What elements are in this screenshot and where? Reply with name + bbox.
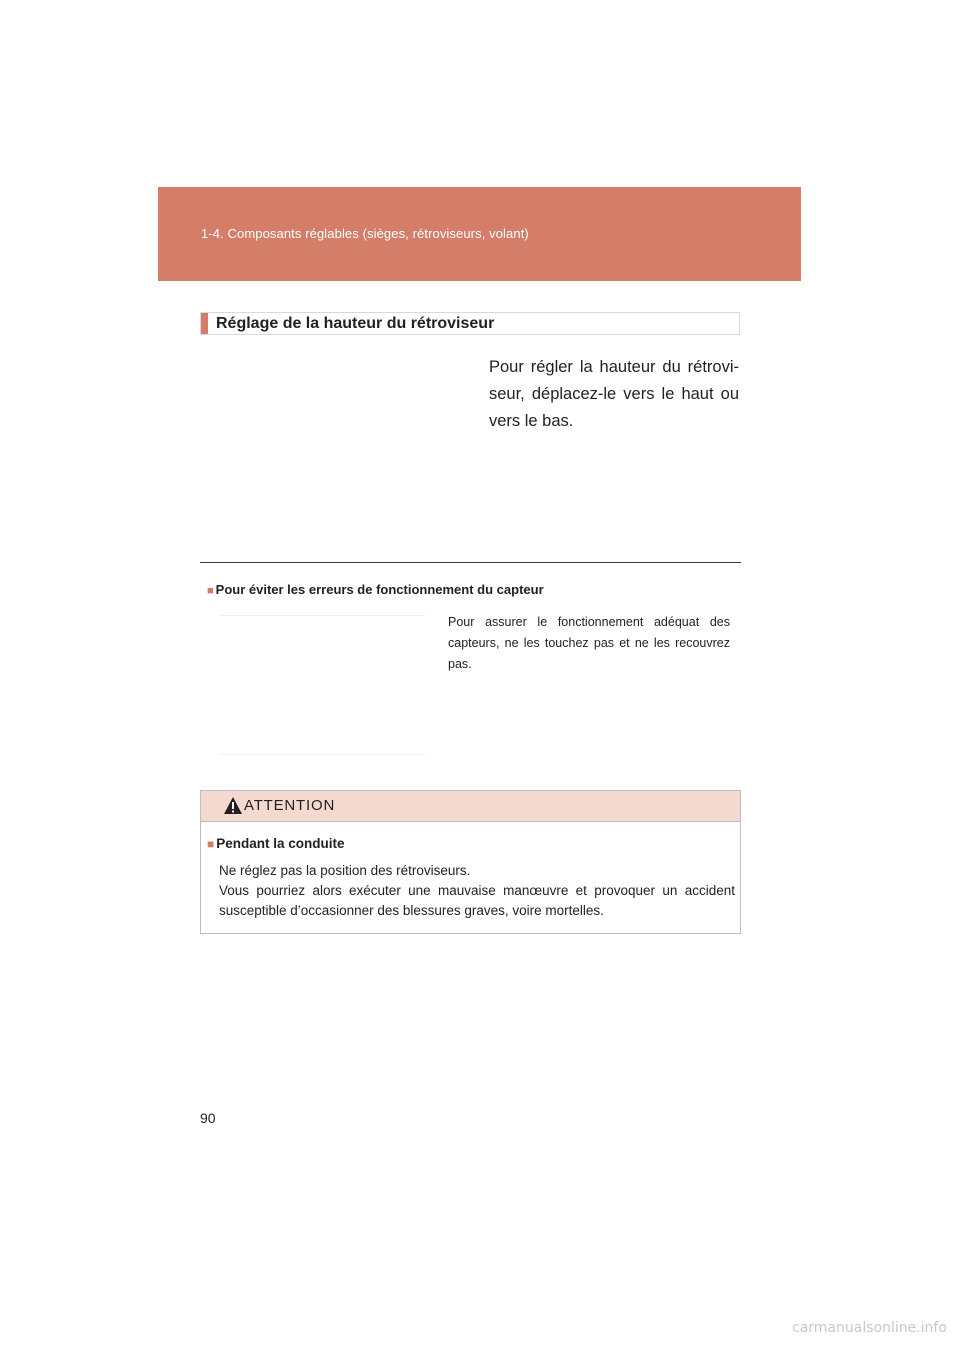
watermark: carmanualsonline.info: [792, 1320, 947, 1336]
heading-text: Réglage de la hauteur du rétroviseur: [216, 315, 495, 332]
note-title: [207, 582, 544, 597]
note-paragraph: Pour assurer le fonctionnement adéquat des capteurs, ne les touchez pas et ne les recouvrez pas.: [448, 615, 730, 671]
sensor-illustration-area: [220, 615, 425, 755]
section-heading: [200, 312, 740, 335]
warning-line: susceptible d’occasionner des blessures graves, voire mortelles.: [219, 903, 604, 918]
chapter-header-band: [158, 187, 801, 281]
warning-item-title: [207, 836, 345, 851]
warning-title: ATTENTION: [244, 797, 336, 814]
divider: [200, 562, 741, 563]
note-title-text: Pour éviter les erreurs de fonctionnement du capteur: [215, 582, 544, 597]
mirror-illustration-area: [200, 345, 470, 545]
bullet-square-icon: ■: [207, 837, 215, 851]
intro-paragraph: Pour régler la hauteur du rétrovi- seur, déplacez-le vers le haut ou vers le bas.: [489, 358, 739, 430]
warning-header: [201, 791, 740, 822]
warning-item-title-text: Pendant la conduite: [216, 836, 345, 851]
section-title: 1-4. Composants réglables (sièges, rétroviseurs, volant): [201, 226, 529, 241]
warning-line: Vous pourriez alors exécuter une mauvaise manœuvre et provoquer un accident: [219, 883, 735, 898]
warning-line: Ne réglez pas la position des rétroviseurs.: [219, 863, 471, 878]
warning-text: [219, 861, 735, 921]
bullet-square-icon: ■: [207, 585, 214, 597]
heading-accent: [201, 313, 208, 334]
warning-triangle-icon: [223, 796, 243, 815]
warning-box: [200, 790, 741, 934]
page-number: 90: [200, 1110, 216, 1126]
